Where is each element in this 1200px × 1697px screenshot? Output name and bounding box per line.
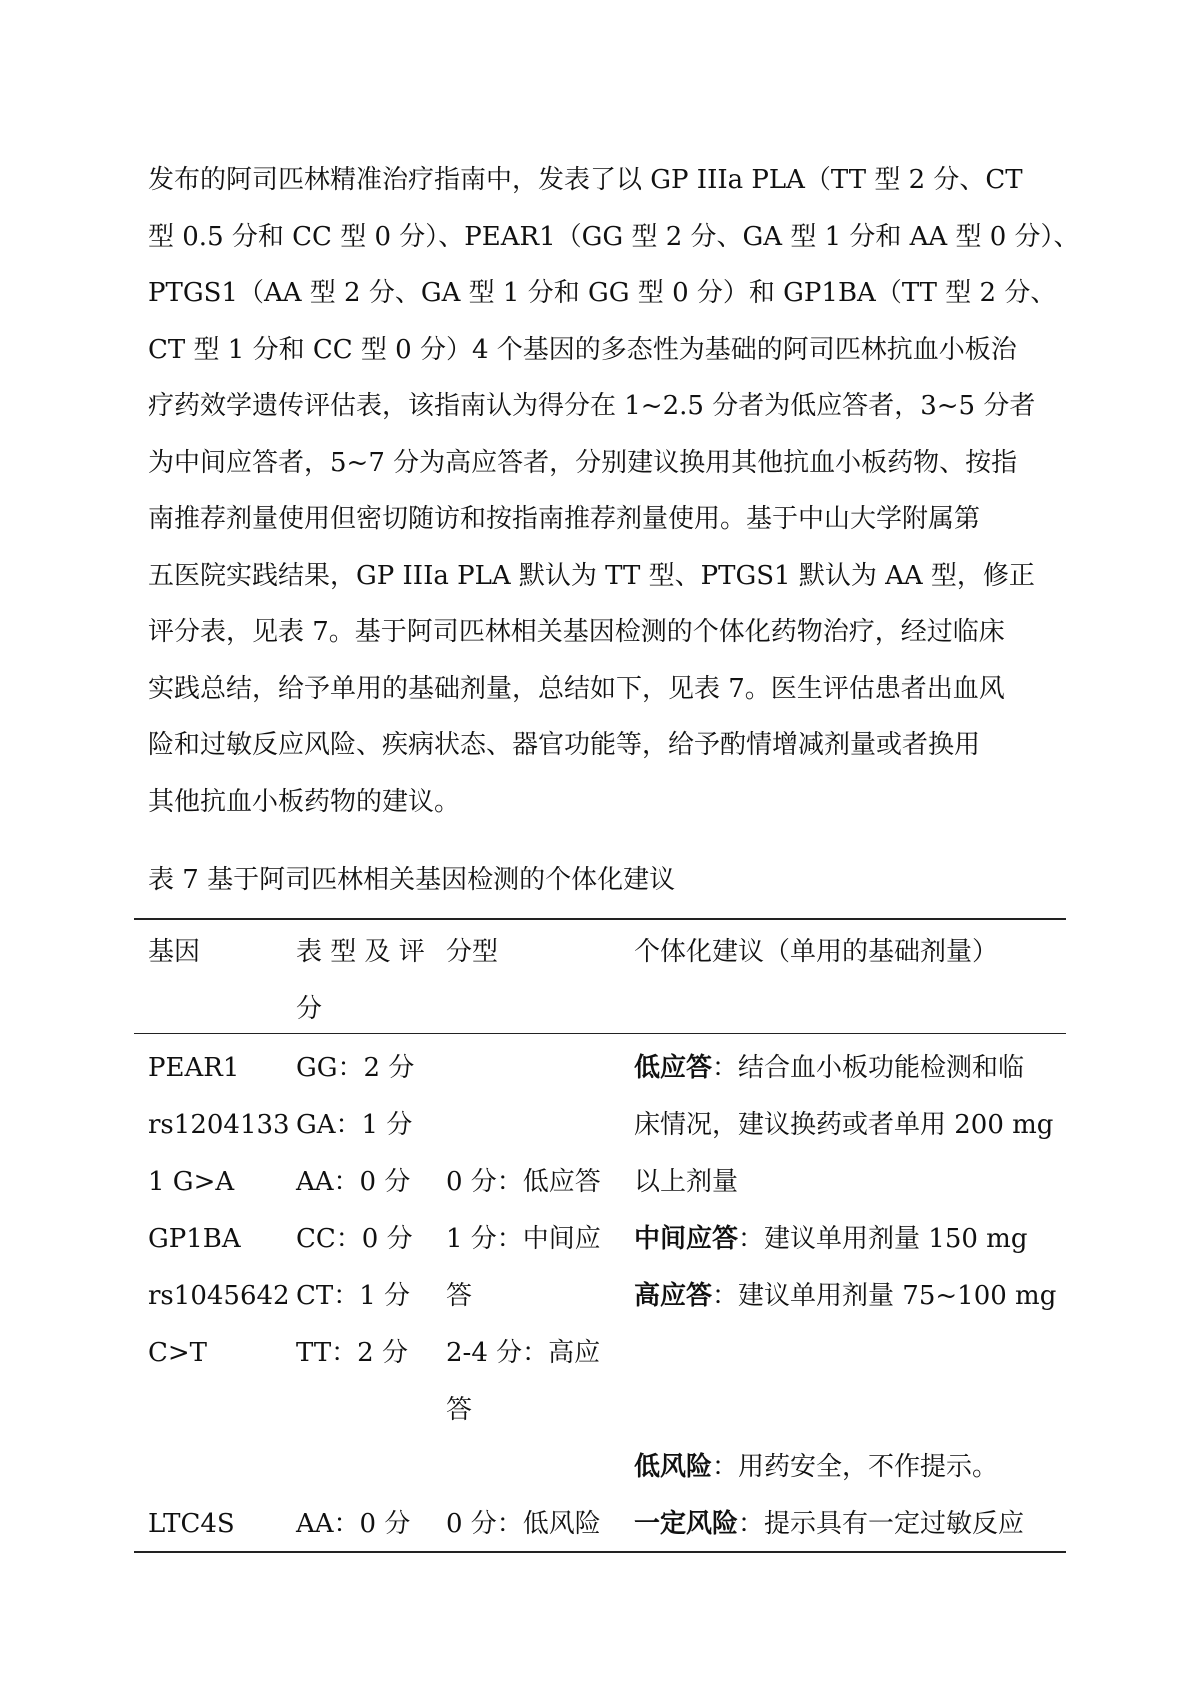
gene-cell: C>T xyxy=(148,1338,208,1368)
gene-cell: rs1045642 xyxy=(148,1281,290,1311)
phenotype-cell: CC：0 分 xyxy=(296,1224,413,1254)
advice-line xyxy=(634,1154,738,1211)
type-cell: 0 分：低应答 xyxy=(446,1167,601,1197)
phenotype-cell: TT：2 分 xyxy=(296,1338,408,1368)
phenotype-cell: CT：1 分 xyxy=(296,1281,411,1311)
type-cell: 2-4 分：高应 xyxy=(446,1338,601,1368)
advice-line xyxy=(634,1097,1053,1154)
advice-label: 中间应答 xyxy=(634,1224,739,1254)
advice-label: 低风险 xyxy=(634,1452,713,1482)
phenotype-cell: AA：0 分 xyxy=(296,1509,411,1539)
advice-label: 高应答 xyxy=(634,1281,713,1311)
advice-line xyxy=(634,1268,1056,1325)
paragraph-line: 五医院实践结果，GP IIIa PLA 默认为 TT 型、PTGS1 默认为 AA 型，修正 xyxy=(148,560,1035,591)
phenotype-cell: GA：1 分 xyxy=(296,1110,413,1140)
header-advice: 个体化建议（单用的基础剂量） xyxy=(634,937,999,967)
advice-label: 低应答 xyxy=(634,1053,713,1083)
paragraph-line: 型 0.5 分和 CC 型 0 分）、PEAR1（GG 型 2 分、GA 型 1 分和 AA 型 0 分）、 xyxy=(148,221,1080,252)
advice-text: ：建议单用剂量 75~100 mg xyxy=(712,1281,1057,1311)
advice-text: ：用药安全，不作提示。 xyxy=(712,1452,999,1482)
phenotype-cell: GG：2 分 xyxy=(296,1053,415,1083)
header-phenotype-cont: 分 xyxy=(296,994,323,1024)
paragraph-line: 评分表，见表 7。基于阿司匹林相关基因检测的个体化药物治疗，经过临床 xyxy=(148,617,1005,647)
gene-cell: GP1BA xyxy=(148,1224,241,1254)
paragraph-line: CT 型 1 分和 CC 型 0 分）4 个基因的多态性为基础的阿司匹林抗血小板治 xyxy=(148,334,1017,365)
header-type: 分型 xyxy=(446,937,499,967)
table-header-rule xyxy=(134,1033,1066,1034)
table-caption: 表 7 基于阿司匹林相关基因检测的个体化建议 xyxy=(148,865,676,895)
advice-text: ：提示具有一定过敏反应 xyxy=(738,1509,1025,1539)
advice-text: ：建议单用剂量 150 mg xyxy=(738,1224,1028,1254)
advice-text: ：结合血小板功能检测和临 xyxy=(712,1053,1025,1083)
paragraph-line: 为中间应答者，5~7 分为高应答者，分别建议换用其他抗血小板药物、按指 xyxy=(148,447,1018,478)
body-paragraph xyxy=(148,152,1080,830)
header-gene: 基因 xyxy=(148,937,201,967)
type-cell: 答 xyxy=(446,1395,473,1425)
advice-line xyxy=(634,1040,1024,1097)
advice-text: 床情况，建议换药或者单用 200 mg xyxy=(634,1110,1054,1140)
paragraph-line: 其他抗血小板药物的建议。 xyxy=(148,786,461,817)
advice-line xyxy=(634,1439,998,1496)
advice-label: 一定风险 xyxy=(634,1509,739,1539)
table-bottom-rule xyxy=(134,1551,1066,1553)
advice-line xyxy=(634,1211,1027,1268)
paragraph-line: 险和过敏反应风险、疾病状态、器官功能等，给予酌情增减剂量或者换用 xyxy=(148,730,981,760)
advice-line xyxy=(634,1496,1024,1553)
type-cell: 1 分：中间应 xyxy=(446,1224,601,1254)
paragraph-line: 南推荐剂量使用但密切随访和按指南推荐剂量使用。基于中山大学附属第 xyxy=(148,504,981,534)
gene-cell: 1 G>A xyxy=(148,1167,235,1197)
gene-cell: rs1204133 xyxy=(148,1110,290,1140)
paragraph-line: 疗药效学遗传评估表，该指南认为得分在 1~2.5 分者为低应答者，3~5 分者 xyxy=(148,391,1036,421)
type-cell: 0 分：低风险 xyxy=(446,1509,601,1539)
paragraph-line: PTGS1（AA 型 2 分、GA 型 1 分和 GG 型 0 分）和 GP1BA（TT 型 2 分、 xyxy=(148,278,1057,308)
paragraph-line: 实践总结，给予单用的基础剂量，总结如下，见表 7。医生评估患者出血风 xyxy=(148,673,1005,704)
gene-cell: LTC4S xyxy=(148,1509,235,1539)
table-top-rule xyxy=(134,918,1066,920)
header-phenotype: 表 型 及 评 xyxy=(296,937,425,967)
gene-cell: PEAR1 xyxy=(148,1053,240,1083)
paragraph-line: 发布的阿司匹林精准治疗指南中，发表了以 GP IIIa PLA（TT 型 2 分、CT xyxy=(148,165,1023,195)
advice-text: 以上剂量 xyxy=(634,1167,739,1197)
phenotype-cell: AA：0 分 xyxy=(296,1167,411,1197)
type-cell: 答 xyxy=(446,1281,473,1311)
